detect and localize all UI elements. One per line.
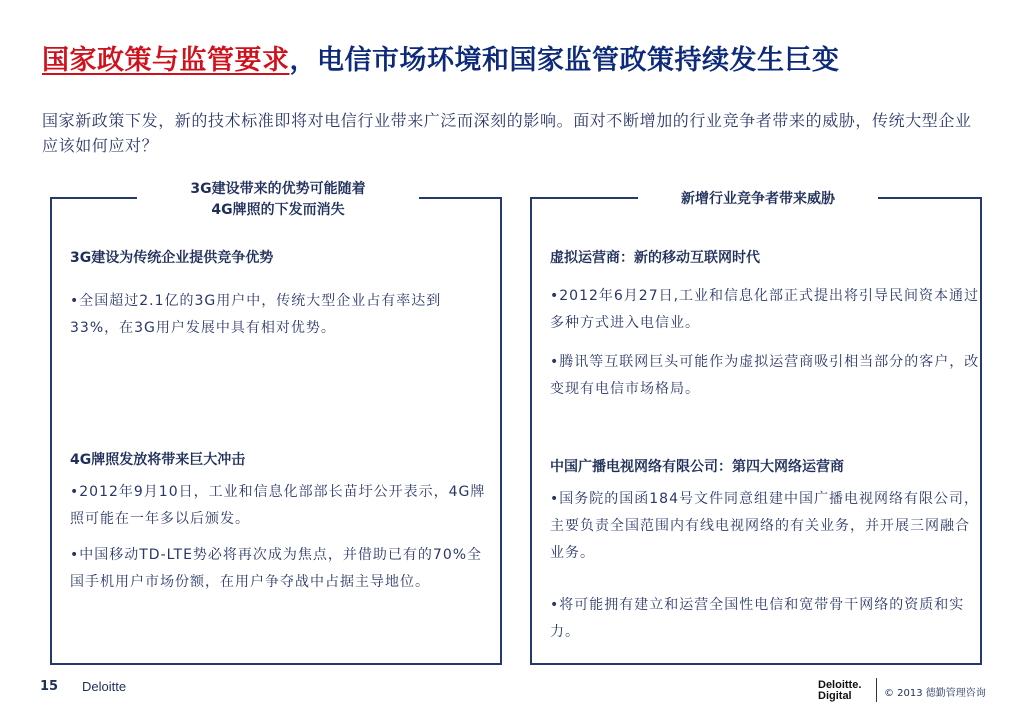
left-header-line2: 4G牌照的下发而消失 xyxy=(211,202,345,218)
left-section2-bullet-2: •中国移动TD-LTE势必将再次成为焦点，并借助已有的70%全国手机用户市场份额，在用户争夺战中占据主导地位。 xyxy=(70,547,483,590)
right-section2-bullet-1: •国务院的国函184号文件同意组建中国广播电视网络有限公司，主要负责全国范围内有线电视网络的有关业务，并开展三网融合业务。 xyxy=(550,491,979,561)
left-section1-title: 3G建设为传统企业提供竞争优势 xyxy=(70,250,274,266)
logo-line1: Deloitte. xyxy=(818,679,862,691)
right-section2-bullet-2: •将可能拥有建立和运营全国性电信和宽带骨干网络的资质和实力。 xyxy=(550,597,965,640)
left-section2-title: 4G牌照发放将带来巨大冲击 xyxy=(70,452,246,468)
page-number: 15 xyxy=(40,679,59,694)
right-section2-title: 中国广播电视网络有限公司：第四大网络运营商 xyxy=(550,459,844,475)
right-section1-title: 虚拟运营商：新的移动互联网时代 xyxy=(550,250,760,266)
left-header-line1: 3G建设带来的优势可能随着 xyxy=(190,181,366,197)
left-panel xyxy=(50,181,502,665)
deloitte-digital-logo xyxy=(818,680,861,702)
title-highlight: 国家政策与监管要求 xyxy=(42,45,290,76)
right-panel xyxy=(530,191,982,665)
intro-paragraph: 国家新政策下发，新的技术标准即将对电信行业带来广泛而深刻的影响。面对不断增加的行业竞争者带来的威胁，传统大型企业应该如何应对？ xyxy=(42,111,972,155)
right-panel-header: 新增行业竞争者带来威胁 xyxy=(638,189,878,210)
logo-divider xyxy=(876,678,877,702)
right-section1-bullet-1: •2012年6月27日,工业和信息化部正式提出将引导民间资本通过多种方式进入电信业。 xyxy=(550,288,980,331)
left-section1-bullet: •全国超过2.1亿的3G用户中，传统大型企业占有率达到33%，在3G用户发展中具有相对优势。 xyxy=(70,293,442,336)
logo-line2: Digital xyxy=(818,690,852,702)
footer-brand: Deloitte xyxy=(82,679,127,694)
copyright-text: © 2013 德勤管理咨询 xyxy=(884,688,986,699)
left-panel-header xyxy=(137,179,419,221)
right-section1-bullet-2: •腾讯等互联网巨头可能作为虚拟运营商吸引相当部分的客户，改变现有电信市场格局。 xyxy=(550,354,980,397)
left-section2-bullet-1: •2012年9月10日，工业和信息化部部长苗圩公开表示，4G牌照可能在一年多以后颁发。 xyxy=(70,484,486,527)
page-title xyxy=(42,38,840,77)
title-rest: ，电信市场环境和国家监管政策持续发生巨变 xyxy=(289,45,840,76)
